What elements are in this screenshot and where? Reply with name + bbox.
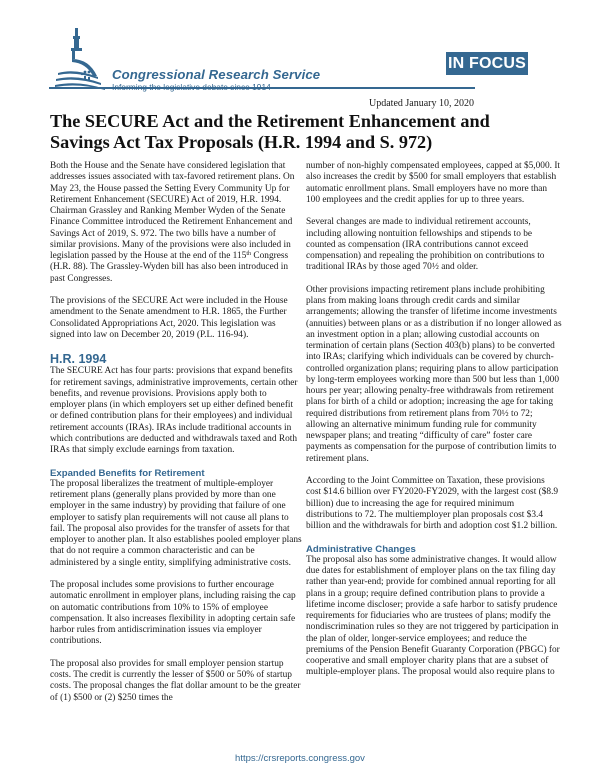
intro-text-cont: Congress (H.R. 88). The Grassley-Wyden bill has also been introduced in past Congresses. [50, 251, 289, 284]
intro-paragraph-1 [50, 161, 302, 285]
expanded-paragraph-2: The proposal includes some provisions to further encourage automatic enrollment in employer plans, including raising the cap on automatic contributions from 10% to 15% of employee compensation. It also increases flexibility in adopting certain safe harbor rules from antidiscrimination issues via employer contributions. [50, 580, 296, 647]
section-heading-administrative-changes: Administrative Changes [306, 543, 416, 555]
admin-paragraph-1: The proposal also has some administrative changes. It would allow due dates for establishment of employer plans on the tax filing day rather than year-end; provide for combined annual reporting for all plans in a group; require defined contribution plans to provide a lifetime income discloser; provide a safe harbor to satisfy prudence requirements for fiduciaries who are trustees of plans; modify the nondiscrimination rules so they are not triggered by participation in the plan of older, longer-service employees; and reduce the premiums of the Pension Benefit Guaranty Corporation (PBGC) for cooperative and small employer charity plans that are a subset of multiple-employer plans. The proposal would also require plans to [306, 554, 560, 678]
expanded-paragraph-6: According to the Joint Committee on Taxation, these provisions cost $14.6 billion over FY2020-FY2029, with the largest cost ($8.9 billion) due to increasing the age for required minimum distributions to 72. The multiemployer plan proposals cost $3.4 billion and the withdrawals for birth and adoption cost $1.2 billion. [306, 476, 559, 531]
in-focus-badge: IN FOCUS [446, 52, 528, 75]
expanded-paragraph-3-start: The proposal also provides for small employer pension startup costs. The credit is currently the lesser of $500 or 50% of startup costs. The proposal changes the flat dollar amount to be the greater of (1) $500 or (2) $250 times the [50, 658, 301, 703]
page-title: The SECURE Act and the Retirement Enhancement and Savings Act Tax Proposals (H.R. 1994 and S. 972) [50, 111, 490, 152]
page-header [55, 24, 547, 90]
org-name: Congressional Research Service [112, 67, 321, 82]
intro-text: Both the House and the Senate have considered legislation that addresses issues associated with tax-favored retirement plans. On May 23, the House passed the Setting Every Community Up for Retirement Enhancement (SECURE) Act of 2019, H.R. 1994. Chairman Grassley and Ranking Member Wyden of the Senate Finance Committee introduced the Retirement Enhancement and Savings Act of 2019, S. 972. The two bills have a number of similar provisions. Many of the provisions were also included in legislation passed by the House at the end of the 115 [50, 161, 295, 261]
capitol-dome-icon [55, 28, 105, 90]
header-divider [49, 87, 475, 89]
expanded-paragraph-5: Other provisions impacting retirement plans include prohibiting plans from making loans through credit cards and similar arrangements; allowing the transfer of lifetime income investments (annuities) between plans or as a distribution if no longer allowed as an investment option in a plan; allowing custodial accounts on termination of certain plans (Section 403(b) plans) to be converted into IRAs; clarifying which individuals can be covered by church-controlled organization plans; requiring plans to allow participation by long-term employees working more than 500 but less than 1,000 hours per year; allowing penalty-free withdrawals from retirement plans for birth of a child or adoption; increasing the age for taking required distributions from retirement plans from 70½ to 72; allowing an alternative minimum funding rule for community newspaper plans; and treating “difficulty of care” foster care payments as compensation for the purpose of contribution limits to retirement plans. [306, 284, 562, 464]
superscript-th: th [246, 251, 252, 257]
hr1994-paragraph-1: The SECURE Act has four parts: provisions that expand benefits for retirement savings, administrative improvements, certain other benefits, and revenue provisions. Provisions apply both to employer plans (in which employers set up either defined benefit or defined contribution plans for their employees) and individual retirement accounts (IRAs). IRAs include traditional accounts in which contributions are deducted and withdrawals taxed and Roth IRAs that simply exclude earnings from taxation. [50, 366, 298, 455]
expanded-paragraph-4: Several changes are made to individual retirement accounts, including allowing nontuition fellowships and stipends to be counted as compensation (IRA contributions cannot exceed compensation) and repealing the prohibition on contributions to traditional IRAs by those aged 70½ and older. [306, 217, 545, 273]
section-heading-expanded-benefits: Expanded Benefits for Retirement [50, 467, 205, 479]
expanded-paragraph-3-end: number of non-highly compensated employees, capped at $5,000. It also increases the credit by $500 for small employers that establish automatic enrollment plans. Small employers have no more than 100 employees and the credit applies for up to three years. [306, 161, 561, 205]
left-column [50, 161, 302, 715]
expanded-paragraph-1: The proposal liberalizes the treatment of multiple-employer retirement plans (generally plans provided by more than one employer in the same industry) by providing that failure of one employer to satisfy plan requirements will not cause all plans to fail. The proposal also provides for the transfer of assets for that employer to another plan. It also establishes pooled employer plans that do not require a common characteristic and can be administered by a single entity, simplifying administrative costs. [50, 478, 302, 568]
intro-paragraph-2: The provisions of the SECURE Act were included in the House amendment to the Senate amendment to H.R. 1865, the Further Consolidated Appropriations Act, 2020. This legislation was signed into law on December 20, 2019 (P.L. 116-94). [50, 296, 288, 340]
updated-date: Updated January 10, 2020 [369, 98, 474, 109]
right-column [306, 161, 562, 690]
footer-url-link[interactable]: https://crsreports.congress.gov [235, 753, 365, 764]
section-heading-hr1994: H.R. 1994 [50, 352, 107, 367]
